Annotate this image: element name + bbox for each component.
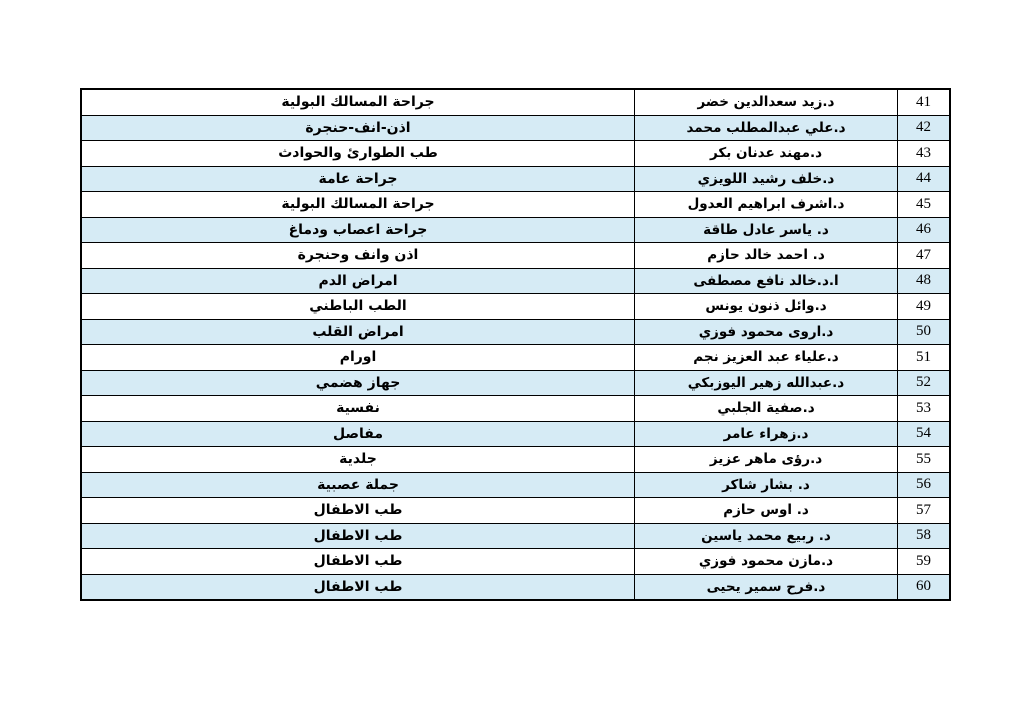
- table-row: [81, 319, 950, 345]
- table-row: [81, 523, 950, 549]
- specialty-cell: جراحة المسالك البولية: [81, 89, 635, 115]
- table-row: [81, 549, 950, 575]
- table-row: [81, 345, 950, 371]
- specialty-cell: اذن وانف وحنجرة: [81, 243, 635, 269]
- row-number-cell: 48: [898, 268, 951, 294]
- table-row: [81, 396, 950, 422]
- table-row: [81, 268, 950, 294]
- table-row: [81, 294, 950, 320]
- doctor-name-cell: د.اشرف ابراهيم العدول: [635, 192, 898, 218]
- row-number-cell: 45: [898, 192, 951, 218]
- doctor-name-cell: د.وائل ذنون يونس: [635, 294, 898, 320]
- specialty-cell: طب الاطفال: [81, 498, 635, 524]
- doctor-name-cell: د.عبدالله زهير اليوزبكي: [635, 370, 898, 396]
- table-row: [81, 421, 950, 447]
- row-number-cell: 50: [898, 319, 951, 345]
- specialty-cell: امراض القلب: [81, 319, 635, 345]
- row-number-cell: 57: [898, 498, 951, 524]
- specialty-cell: طب الاطفال: [81, 523, 635, 549]
- row-number-cell: 52: [898, 370, 951, 396]
- row-number-cell: 43: [898, 141, 951, 167]
- doctor-name-cell: د.مازن محمود فوزي: [635, 549, 898, 575]
- specialty-cell: مفاصل: [81, 421, 635, 447]
- specialty-cell: اذن-انف-حنجرة: [81, 115, 635, 141]
- row-number-cell: 53: [898, 396, 951, 422]
- row-number-cell: 47: [898, 243, 951, 269]
- doctor-name-cell: د.خلف رشيد اللويزي: [635, 166, 898, 192]
- table-row: [81, 574, 950, 600]
- doctor-name-cell: د. اوس حازم: [635, 498, 898, 524]
- row-number-cell: 46: [898, 217, 951, 243]
- table-row: [81, 447, 950, 473]
- specialty-cell: جراحة المسالك البولية: [81, 192, 635, 218]
- specialty-cell: امراض الدم: [81, 268, 635, 294]
- row-number-cell: 49: [898, 294, 951, 320]
- table-row: [81, 243, 950, 269]
- doctor-name-cell: د.علياء عبد العزيز نجم: [635, 345, 898, 371]
- doctor-name-cell: د.علي عبدالمطلب محمد: [635, 115, 898, 141]
- specialty-cell: جراحة اعصاب ودماغ: [81, 217, 635, 243]
- doctor-name-cell: د. ياسر عادل طاقة: [635, 217, 898, 243]
- specialty-cell: جلدية: [81, 447, 635, 473]
- table-row: [81, 192, 950, 218]
- row-number-cell: 41: [898, 89, 951, 115]
- row-number-cell: 59: [898, 549, 951, 575]
- row-number-cell: 54: [898, 421, 951, 447]
- specialty-cell: جملة عصبية: [81, 472, 635, 498]
- row-number-cell: 58: [898, 523, 951, 549]
- table-row: [81, 166, 950, 192]
- doctor-name-cell: د.زيد سعدالدين خضر: [635, 89, 898, 115]
- specialty-cell: طب الطوارئ والحوادث: [81, 141, 635, 167]
- row-number-cell: 44: [898, 166, 951, 192]
- doctor-name-cell: د.رؤى ماهر عزيز: [635, 447, 898, 473]
- doctors-table: [80, 88, 951, 601]
- doctor-name-cell: د.زهراء عامر: [635, 421, 898, 447]
- doctor-name-cell: د.فرح سمير يحيى: [635, 574, 898, 600]
- specialty-cell: طب الاطفال: [81, 574, 635, 600]
- doctors-table-body: [81, 89, 950, 600]
- table-row: [81, 115, 950, 141]
- doctor-name-cell: ا.د.خالد نافع مصطفى: [635, 268, 898, 294]
- specialty-cell: اورام: [81, 345, 635, 371]
- table-row: [81, 498, 950, 524]
- row-number-cell: 51: [898, 345, 951, 371]
- table-row: [81, 370, 950, 396]
- table-row: [81, 472, 950, 498]
- doctor-name-cell: د. احمد خالد حازم: [635, 243, 898, 269]
- row-number-cell: 42: [898, 115, 951, 141]
- specialty-cell: جهاز هضمي: [81, 370, 635, 396]
- doctor-name-cell: د.مهند عدنان بكر: [635, 141, 898, 167]
- doctor-name-cell: د. ربيع محمد ياسين: [635, 523, 898, 549]
- specialty-cell: الطب الباطني: [81, 294, 635, 320]
- row-number-cell: 60: [898, 574, 951, 600]
- doctor-name-cell: د.اروى محمود فوزي: [635, 319, 898, 345]
- row-number-cell: 56: [898, 472, 951, 498]
- row-number-cell: 55: [898, 447, 951, 473]
- table-row: [81, 141, 950, 167]
- table-row: [81, 217, 950, 243]
- specialty-cell: نفسية: [81, 396, 635, 422]
- doctor-name-cell: د. بشار شاكر: [635, 472, 898, 498]
- specialty-cell: طب الاطفال: [81, 549, 635, 575]
- specialty-cell: جراحة عامة: [81, 166, 635, 192]
- doctor-name-cell: د.صفية الجلبي: [635, 396, 898, 422]
- table-row: [81, 89, 950, 115]
